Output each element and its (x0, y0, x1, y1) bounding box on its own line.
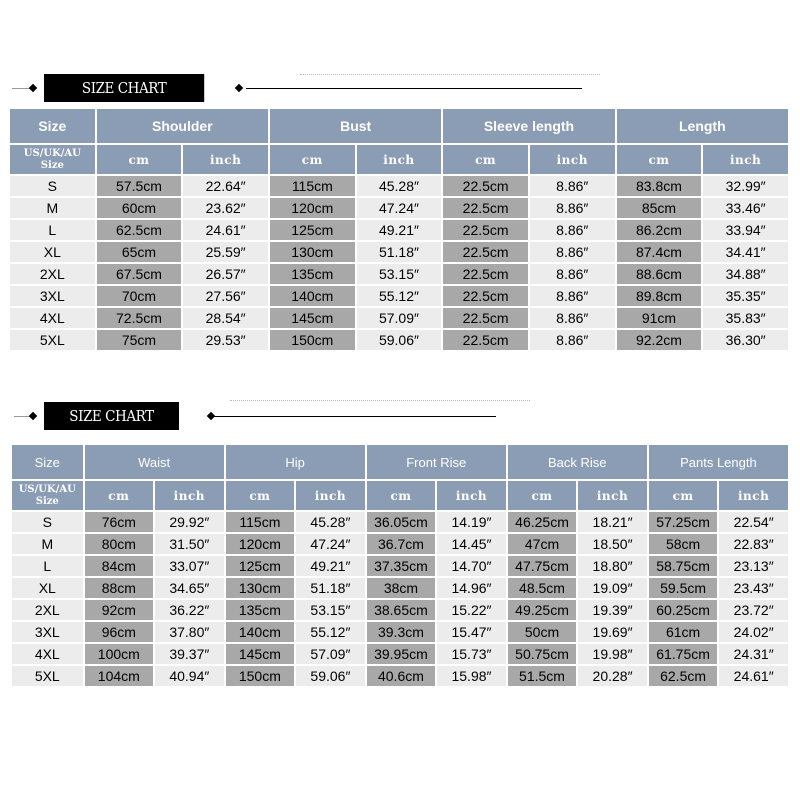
inch-value: 8.86″ (530, 220, 615, 240)
cm-value: 120cm (270, 198, 355, 218)
size-label: 3XL (12, 622, 83, 642)
inch-value: 57.09″ (296, 644, 365, 664)
size-label: S (12, 512, 83, 532)
cm-value: 130cm (226, 578, 295, 598)
cm-value: 60cm (97, 198, 182, 218)
cm-value: 22.5cm (443, 176, 528, 196)
cm-value: 87.4cm (617, 242, 702, 262)
cm-value: 22.5cm (443, 242, 528, 262)
inch-value: 59.06″ (357, 330, 442, 350)
inch-value: 8.86″ (530, 286, 615, 306)
inch-value: 53.15″ (357, 264, 442, 284)
inch-value: 22.83″ (719, 534, 788, 554)
table-row (10, 286, 788, 306)
banner-title: SIZE CHART (44, 74, 204, 102)
inch-value: 18.21″ (578, 512, 647, 532)
diamond-ornament-icon (235, 84, 243, 92)
cm-value: 135cm (226, 600, 295, 620)
cm-value: 85cm (617, 198, 702, 218)
inch-value: 24.31″ (719, 644, 788, 664)
measurement-group-header: Length (617, 109, 788, 143)
table-row (12, 622, 788, 642)
inch-value: 8.86″ (530, 198, 615, 218)
cm-value: 89.8cm (617, 286, 702, 306)
inch-value: 36.22″ (155, 600, 224, 620)
cm-value: 57.25cm (649, 512, 718, 532)
table-row (10, 308, 788, 328)
size-label: L (10, 220, 95, 240)
cm-value: 22.5cm (443, 286, 528, 306)
inch-value: 8.86″ (530, 264, 615, 284)
cm-value: 57.5cm (97, 176, 182, 196)
inch-value: 34.41″ (703, 242, 788, 262)
table-row (12, 644, 788, 664)
size-chart-table-pants (10, 443, 790, 688)
inch-value: 19.69″ (578, 622, 647, 642)
inch-value: 49.21″ (296, 556, 365, 576)
inch-value: 47.24″ (296, 534, 365, 554)
inch-value: 55.12″ (357, 286, 442, 306)
region-size-label: US/UK/AU Size (12, 481, 83, 510)
unit-inch-header: inch (530, 145, 615, 174)
cm-value: 115cm (270, 176, 355, 196)
inch-value: 37.80″ (155, 622, 224, 642)
table-row (12, 600, 788, 620)
cm-value: 75cm (97, 330, 182, 350)
size-chart-table-tops (8, 107, 790, 352)
inch-value: 23.13″ (719, 556, 788, 576)
cm-value: 59.5cm (649, 578, 718, 598)
inch-value: 29.92″ (155, 512, 224, 532)
inch-value: 19.98″ (578, 644, 647, 664)
cm-value: 100cm (85, 644, 154, 664)
cm-value: 135cm (270, 264, 355, 284)
cm-value: 38.65cm (367, 600, 436, 620)
measurement-group-header: Front Rise (367, 445, 506, 479)
diamond-ornament-icon (29, 84, 37, 92)
cm-value: 37.35cm (367, 556, 436, 576)
unit-inch-header: inch (719, 481, 788, 510)
table-row (12, 556, 788, 576)
cm-value: 49.25cm (508, 600, 577, 620)
cm-value: 84cm (85, 556, 154, 576)
size-label: 2XL (12, 600, 83, 620)
inch-value: 35.35″ (703, 286, 788, 306)
inch-value: 22.64″ (183, 176, 268, 196)
inch-value: 24.61″ (183, 220, 268, 240)
inch-value: 18.50″ (578, 534, 647, 554)
unit-inch-header: inch (578, 481, 647, 510)
cm-value: 70cm (97, 286, 182, 306)
size-label: 5XL (10, 330, 95, 350)
unit-inch-header: inch (183, 145, 268, 174)
inch-value: 36.30″ (703, 330, 788, 350)
inch-value: 34.88″ (703, 264, 788, 284)
inch-value: 15.73″ (437, 644, 506, 664)
unit-cm-header: cm (508, 481, 577, 510)
cm-value: 39.95cm (367, 644, 436, 664)
inch-value: 25.59″ (183, 242, 268, 262)
size-label: M (12, 534, 83, 554)
cm-value: 76cm (85, 512, 154, 532)
inch-value: 34.65″ (155, 578, 224, 598)
inch-value: 32.99″ (703, 176, 788, 196)
cm-value: 22.5cm (443, 198, 528, 218)
cm-value: 125cm (270, 220, 355, 240)
unit-cm-header: cm (367, 481, 436, 510)
cm-value: 91cm (617, 308, 702, 328)
cm-value: 145cm (226, 644, 295, 664)
cm-value: 62.5cm (649, 666, 718, 686)
inch-value: 45.28″ (296, 512, 365, 532)
inch-value: 33.46″ (703, 198, 788, 218)
inch-value: 57.09″ (357, 308, 442, 328)
cm-value: 88.6cm (617, 264, 702, 284)
region-size-label: US/UK/AU Size (10, 145, 95, 174)
measurement-group-header: Back Rise (508, 445, 647, 479)
unit-cm-header: cm (226, 481, 295, 510)
inch-value: 15.98″ (437, 666, 506, 686)
size-label: 5XL (12, 666, 83, 686)
inch-value: 23.43″ (719, 578, 788, 598)
cm-value: 61.75cm (649, 644, 718, 664)
inch-value: 14.19″ (437, 512, 506, 532)
unit-cm-header: cm (270, 145, 355, 174)
measurement-group-header: Bust (270, 109, 441, 143)
inch-value: 8.86″ (530, 330, 615, 350)
unit-inch-header: inch (437, 481, 506, 510)
inch-value: 23.72″ (719, 600, 788, 620)
inch-value: 51.18″ (296, 578, 365, 598)
inch-value: 51.18″ (357, 242, 442, 262)
inch-value: 24.02″ (719, 622, 788, 642)
cm-value: 145cm (270, 308, 355, 328)
cm-value: 38cm (367, 578, 436, 598)
unit-cm-header: cm (85, 481, 154, 510)
inch-value: 8.86″ (530, 242, 615, 262)
inch-value: 40.94″ (155, 666, 224, 686)
inch-value: 24.61″ (719, 666, 788, 686)
cm-value: 86.2cm (617, 220, 702, 240)
inch-value: 8.86″ (530, 176, 615, 196)
measurement-group-header: Hip (226, 445, 365, 479)
inch-value: 55.12″ (296, 622, 365, 642)
inch-value: 15.22″ (437, 600, 506, 620)
size-column-header: Size (12, 445, 83, 479)
cm-value: 130cm (270, 242, 355, 262)
inch-value: 26.57″ (183, 264, 268, 284)
unit-inch-header: inch (296, 481, 365, 510)
cm-value: 47cm (508, 534, 577, 554)
unit-cm-header: cm (649, 481, 718, 510)
size-label: XL (10, 242, 95, 262)
cm-value: 62.5cm (97, 220, 182, 240)
unit-cm-header: cm (617, 145, 702, 174)
cm-value: 61cm (649, 622, 718, 642)
inch-value: 35.83″ (703, 308, 788, 328)
inch-value: 31.50″ (155, 534, 224, 554)
cm-value: 36.7cm (367, 534, 436, 554)
cm-value: 150cm (270, 330, 355, 350)
cm-value: 22.5cm (443, 220, 528, 240)
size-label: 4XL (10, 308, 95, 328)
cm-value: 48.5cm (508, 578, 577, 598)
diamond-ornament-icon (29, 412, 37, 420)
size-column-header: Size (10, 109, 95, 143)
cm-value: 51.5cm (508, 666, 577, 686)
inch-value: 8.86″ (530, 308, 615, 328)
table-row (12, 578, 788, 598)
unit-cm-header: cm (97, 145, 182, 174)
cm-value: 150cm (226, 666, 295, 686)
cm-value: 46.25cm (508, 512, 577, 532)
inch-value: 14.70″ (437, 556, 506, 576)
cm-value: 36.05cm (367, 512, 436, 532)
measurement-group-header: Shoulder (97, 109, 268, 143)
size-label: M (10, 198, 95, 218)
table-row (10, 176, 788, 196)
cm-value: 104cm (85, 666, 154, 686)
table-row (10, 242, 788, 262)
measurement-group-header: Sleeve length (443, 109, 614, 143)
inch-value: 22.54″ (719, 512, 788, 532)
size-label: 3XL (10, 286, 95, 306)
inch-value: 14.96″ (437, 578, 506, 598)
cm-value: 92cm (85, 600, 154, 620)
cm-value: 22.5cm (443, 308, 528, 328)
inch-value: 28.54″ (183, 308, 268, 328)
inch-value: 53.15″ (296, 600, 365, 620)
cm-value: 72.5cm (97, 308, 182, 328)
measurement-group-header: Pants Length (649, 445, 788, 479)
cm-value: 39.3cm (367, 622, 436, 642)
cm-value: 96cm (85, 622, 154, 642)
unit-cm-header: cm (443, 145, 528, 174)
banner-title: SIZE CHART (44, 402, 179, 430)
cm-value: 22.5cm (443, 264, 528, 284)
unit-inch-header: inch (703, 145, 788, 174)
cm-value: 125cm (226, 556, 295, 576)
inch-value: 15.47″ (437, 622, 506, 642)
cm-value: 140cm (226, 622, 295, 642)
cm-value: 58cm (649, 534, 718, 554)
cm-value: 88cm (85, 578, 154, 598)
size-label: S (10, 176, 95, 196)
inch-value: 18.80″ (578, 556, 647, 576)
cm-value: 140cm (270, 286, 355, 306)
table-row (10, 220, 788, 240)
inch-value: 23.62″ (183, 198, 268, 218)
unit-inch-header: inch (357, 145, 442, 174)
cm-value: 50cm (508, 622, 577, 642)
inch-value: 33.07″ (155, 556, 224, 576)
inch-value: 33.94″ (703, 220, 788, 240)
inch-value: 45.28″ (357, 176, 442, 196)
cm-value: 47.75cm (508, 556, 577, 576)
inch-value: 14.45″ (437, 534, 506, 554)
table-row (12, 666, 788, 686)
table-row (10, 330, 788, 350)
size-label: 2XL (10, 264, 95, 284)
cm-value: 60.25cm (649, 600, 718, 620)
cm-value: 58.75cm (649, 556, 718, 576)
table-row (10, 198, 788, 218)
measurement-group-header: Waist (85, 445, 224, 479)
size-label: 4XL (12, 644, 83, 664)
cm-value: 115cm (226, 512, 295, 532)
cm-value: 65cm (97, 242, 182, 262)
size-label: XL (12, 578, 83, 598)
inch-value: 49.21″ (357, 220, 442, 240)
table-row (12, 534, 788, 554)
inch-value: 39.37″ (155, 644, 224, 664)
table-row (12, 512, 788, 532)
inch-value: 29.53″ (183, 330, 268, 350)
inch-value: 59.06″ (296, 666, 365, 686)
cm-value: 80cm (85, 534, 154, 554)
cm-value: 120cm (226, 534, 295, 554)
cm-value: 92.2cm (617, 330, 702, 350)
inch-value: 20.28″ (578, 666, 647, 686)
inch-value: 19.09″ (578, 578, 647, 598)
size-label: L (12, 556, 83, 576)
cm-value: 22.5cm (443, 330, 528, 350)
cm-value: 50.75cm (508, 644, 577, 664)
unit-inch-header: inch (155, 481, 224, 510)
inch-value: 27.56″ (183, 286, 268, 306)
cm-value: 83.8cm (617, 176, 702, 196)
table-row (10, 264, 788, 284)
cm-value: 40.6cm (367, 666, 436, 686)
inch-value: 19.39″ (578, 600, 647, 620)
inch-value: 47.24″ (357, 198, 442, 218)
cm-value: 67.5cm (97, 264, 182, 284)
